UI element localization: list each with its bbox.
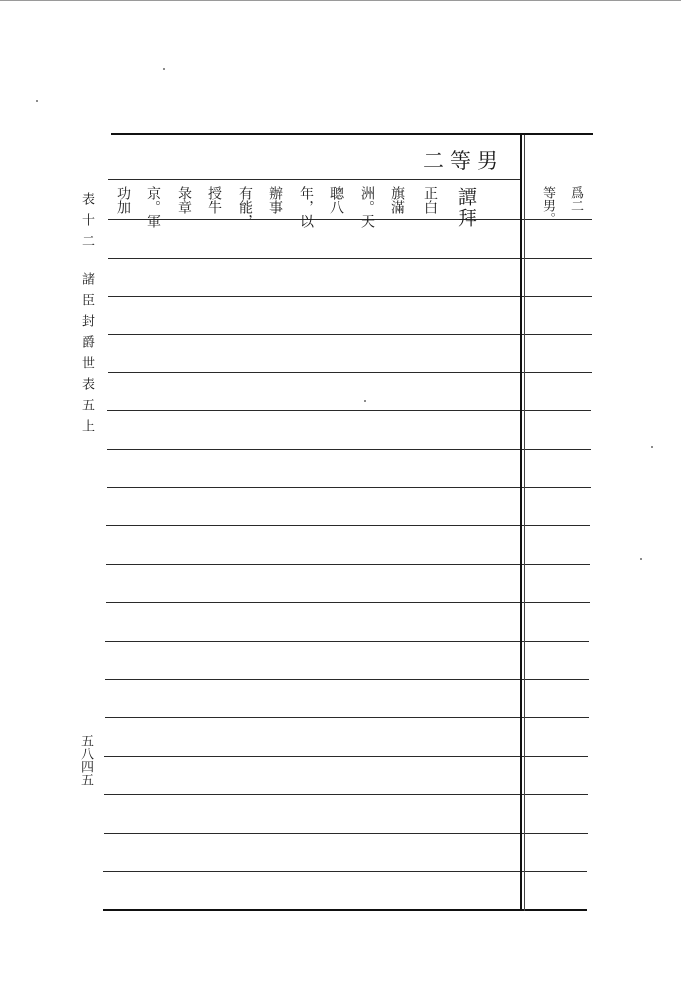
entry-text-column-1: 正白	[422, 186, 438, 214]
row-rule	[106, 564, 590, 565]
entry-text-column-3: 洲。天	[359, 186, 375, 228]
scan-speck	[163, 68, 165, 70]
scan-speck	[36, 100, 38, 102]
entry-text-column-5: 年，以	[298, 186, 314, 228]
table-bottom-rule	[103, 909, 587, 911]
margin-table-number: 表十二	[79, 192, 94, 255]
entry-text-column-9: 彔章	[176, 186, 192, 214]
row-rule	[106, 602, 590, 603]
row-rule	[106, 525, 590, 526]
column-divider	[520, 135, 522, 911]
page-number: 五八四五	[78, 734, 93, 786]
scan-speck	[640, 558, 642, 560]
side-note-column-1: 爲二	[568, 186, 583, 212]
margin-section-title: 諸臣封爵世表五上	[79, 272, 94, 440]
entry-text-column-11: 功加	[115, 186, 131, 214]
row-rule	[105, 641, 589, 642]
entry-text-column-7: 有能，	[237, 186, 253, 228]
row-rule	[104, 833, 588, 834]
scan-top-edge	[0, 0, 681, 1]
row-rule	[104, 756, 588, 757]
entry-text-column-10: 京。軍	[145, 186, 161, 228]
row-rule	[107, 449, 591, 450]
row-rule	[107, 410, 591, 411]
row-rule	[103, 871, 587, 872]
scan-speck	[364, 400, 366, 402]
row-rule	[107, 487, 591, 488]
entry-text-column-2: 旗滿	[389, 186, 405, 214]
row-rule	[105, 679, 589, 680]
header-rule	[108, 179, 522, 180]
entry-text-column-4: 聰八	[328, 186, 344, 214]
row-rule	[105, 717, 589, 718]
side-note-column-2: 等男。	[540, 186, 555, 225]
row-rule	[104, 794, 588, 795]
column-divider-inner	[524, 135, 525, 911]
entry-text-column-8: 授牛	[206, 186, 222, 214]
entry-text-column-6: 辦事	[267, 186, 283, 214]
scan-speck	[651, 446, 653, 448]
rank-title: 二等男	[423, 149, 504, 173]
noble-name: 譚拜	[455, 187, 477, 229]
